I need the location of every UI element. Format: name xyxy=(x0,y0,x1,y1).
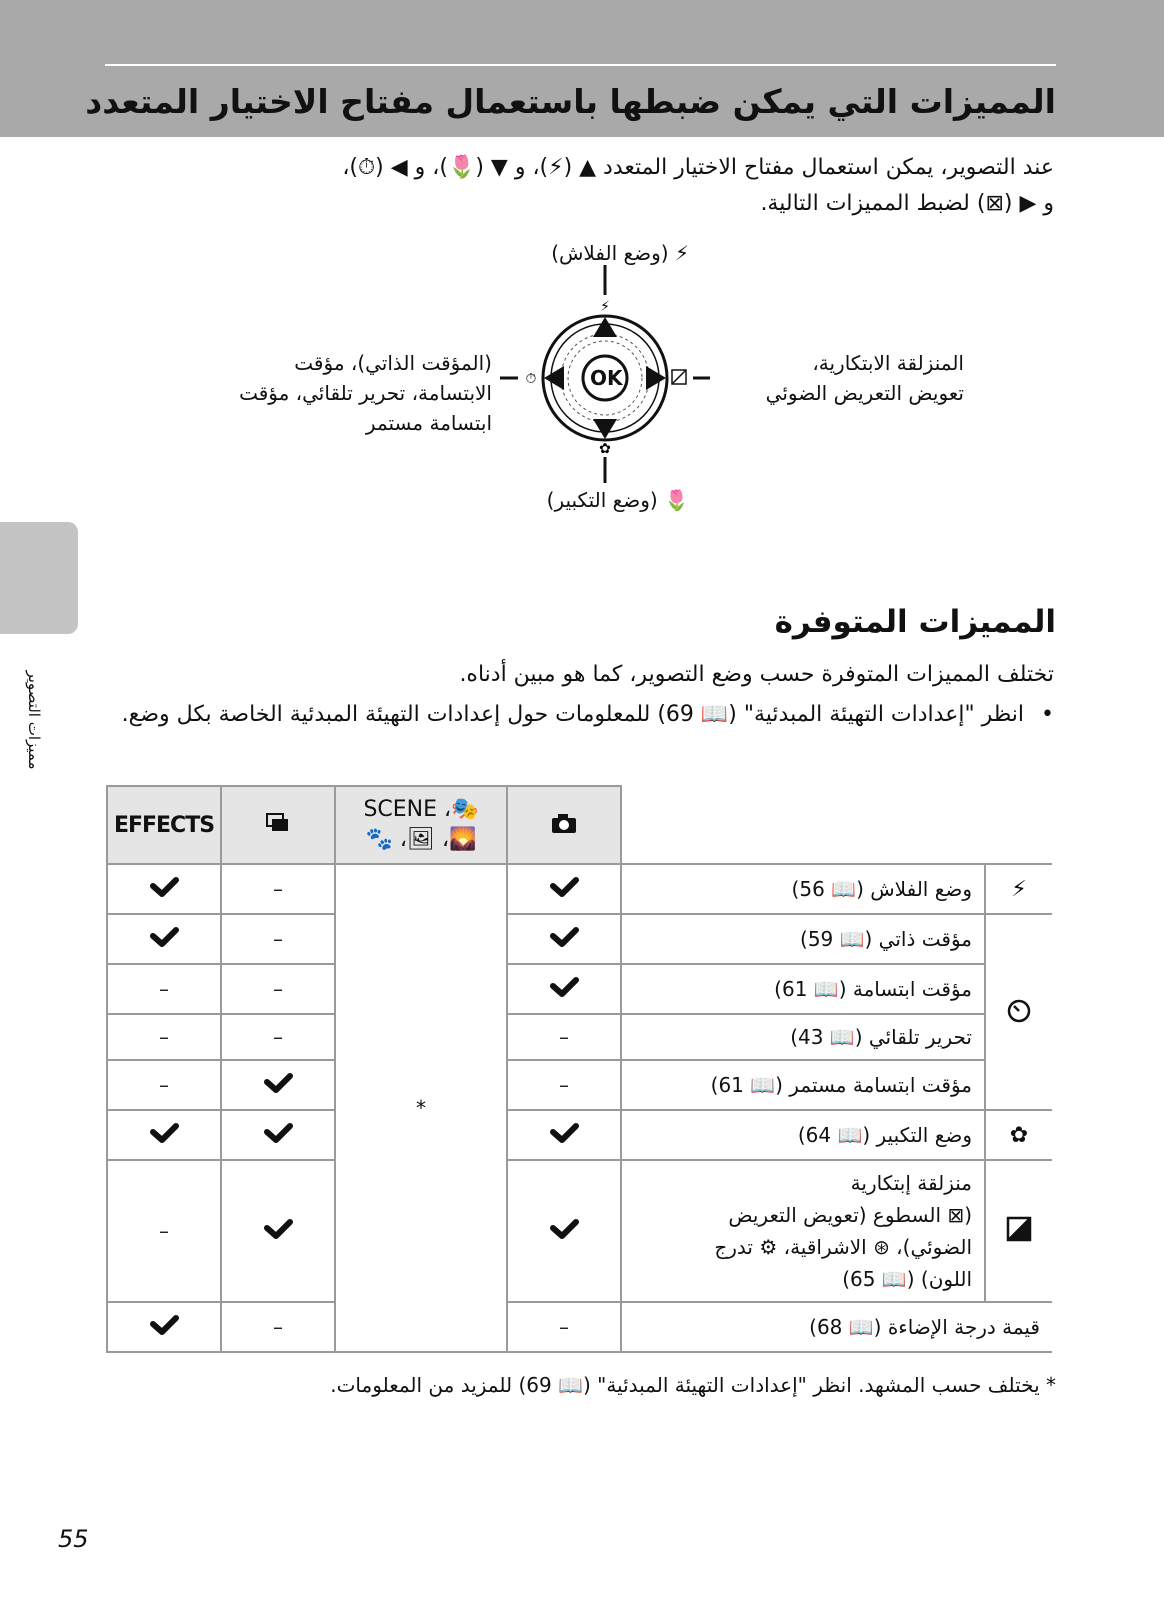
table-row xyxy=(107,864,1052,914)
section-paragraph: تختلف المميزات المتوفرة حسب وضع التصوير، كما هو مبين أدناه. xyxy=(459,662,1054,687)
dash-cell: – xyxy=(107,964,221,1014)
table-row xyxy=(107,964,1052,1014)
dash-cell: – xyxy=(221,964,335,1014)
dash-cell: – xyxy=(221,1302,335,1352)
row-label-creative-slider: منزلقة إبتكارية (⊠ السطوع (تعويض التعريض الضوئي)، ⊛ الاشراقية، ⚙ تدرج اللون) (📖 65) xyxy=(621,1160,985,1302)
flash-small-icon: ⚡ xyxy=(600,299,610,315)
table-header-row xyxy=(107,786,1052,864)
table-row xyxy=(107,1014,1052,1060)
dash-cell: – xyxy=(221,914,335,964)
dash-cell: – xyxy=(221,1014,335,1060)
exposure-compensation-label: المنزلقة الابتكارية، تعويض التعريض الضوئي xyxy=(765,351,964,405)
intro-paragraph xyxy=(94,150,1054,222)
header-divider xyxy=(105,64,1056,66)
row-label-macro: وضع التكبير (📖 64) xyxy=(621,1110,985,1160)
exposure-compensation-icon xyxy=(1006,1216,1032,1242)
chapter-side-label: مميزات التصوير xyxy=(25,670,43,770)
header-empty-cell xyxy=(621,786,1052,864)
check-mark-icon xyxy=(107,1110,221,1160)
dash-cell: – xyxy=(107,1060,221,1110)
self-timer-label: (المؤقت الذاتي)، مؤقت الابتسامة، تحرير تلقائي، مؤقت ابتسامة مستمر xyxy=(239,351,492,435)
check-mark-icon xyxy=(507,864,621,914)
page-header-band xyxy=(0,0,1164,137)
camera-icon xyxy=(550,811,578,835)
auto-mode-header xyxy=(507,786,621,864)
row-label-smile-timer: مؤقت ابتسامة (📖 61) xyxy=(621,964,985,1014)
macro-icon: 🌷 xyxy=(664,488,689,512)
continuous-icon xyxy=(264,811,292,835)
timer-small-icon: ⏱ xyxy=(525,371,537,387)
row-label-flash: وضع الفلاش (📖 56) xyxy=(621,864,985,914)
macro-small-icon: ✿ xyxy=(599,441,611,457)
self-timer-icon xyxy=(1006,997,1032,1023)
check-mark-icon xyxy=(507,914,621,964)
dash-cell: – xyxy=(107,1160,221,1302)
flash-row-icon: ⚡ xyxy=(985,864,1052,914)
row-label-self-timer: مؤقت ذاتي (📖 59) xyxy=(621,914,985,964)
check-mark-icon xyxy=(507,964,621,1014)
effects-header: EFFECTS xyxy=(107,786,221,864)
intro-line-1: عند التصوير، يمكن استعمال مفتاح الاختيار المتعدد ▲ (⚡)، و ▼ (🌷)، و ◀ (⏱)، xyxy=(342,155,1054,180)
macro-row-icon: ✿ xyxy=(985,1110,1052,1160)
table-row xyxy=(107,1160,1052,1302)
check-mark-icon xyxy=(221,1060,335,1110)
timer-row-icon xyxy=(985,914,1052,1110)
page-title: المميزات التي يمكن ضبطها باستعمال مفتاح الاختيار المتعدد xyxy=(85,82,1056,121)
chapter-side-tab xyxy=(0,522,78,634)
row-label-continuous-smile: مؤقت ابتسامة مستمر (📖 61) xyxy=(621,1060,985,1110)
check-mark-icon xyxy=(507,1160,621,1302)
table-row xyxy=(107,1060,1052,1110)
check-mark-icon xyxy=(107,1302,221,1352)
table-footnote: * يختلف حسب المشهد. انظر "إعدادات التهيئة المبدئية" (📖 69) للمزيد من المعلومات. xyxy=(330,1373,1056,1397)
bullet-note xyxy=(104,696,1054,734)
table-row xyxy=(107,1302,1052,1352)
available-features-table xyxy=(106,785,1052,1353)
row-label-auto-release: تحرير تلقائي (📖 43) xyxy=(621,1014,985,1060)
check-mark-icon xyxy=(507,1110,621,1160)
dash-cell: – xyxy=(107,1014,221,1060)
intro-line-2: و ▶ (⊠) لضبط المميزات التالية. xyxy=(760,191,1054,216)
continuous-header xyxy=(221,786,335,864)
ok-button-label: OK xyxy=(590,366,623,390)
multi-selector-diagram xyxy=(0,235,1164,535)
bullet-dot: • xyxy=(1041,702,1054,727)
page-number: 55 xyxy=(58,1525,89,1553)
table-row xyxy=(107,1110,1052,1160)
check-mark-icon xyxy=(107,864,221,914)
check-mark-icon xyxy=(221,1110,335,1160)
check-mark-icon xyxy=(221,1160,335,1302)
flash-mode-label: ⚡ (وضع الفلاش) xyxy=(551,241,689,265)
flash-icon: ⚡ xyxy=(674,241,689,265)
scene-column-cell: * xyxy=(335,864,507,1352)
dash-cell: – xyxy=(221,864,335,914)
scene-header: SCENE ،🎭 🐾 ،🖼 ،🌄 xyxy=(335,786,507,864)
dash-cell: – xyxy=(507,1014,621,1060)
table-row xyxy=(107,914,1052,964)
section-title: المميزات المتوفرة xyxy=(774,604,1056,640)
exposure-row-icon xyxy=(985,1160,1052,1302)
dash-cell: – xyxy=(507,1060,621,1110)
row-label-light-value: قيمة درجة الإضاءة (📖 68) xyxy=(621,1302,1052,1352)
macro-mode-label: 🌷 (وضع التكبير) xyxy=(546,488,689,512)
dash-cell: – xyxy=(507,1302,621,1352)
bullet-text: انظر "إعدادات التهيئة المبدئية" (📖 69) للمعلومات حول إعدادات التهيئة المبدئية الخاصة بكل وضع. xyxy=(121,702,1024,727)
check-mark-icon xyxy=(107,914,221,964)
